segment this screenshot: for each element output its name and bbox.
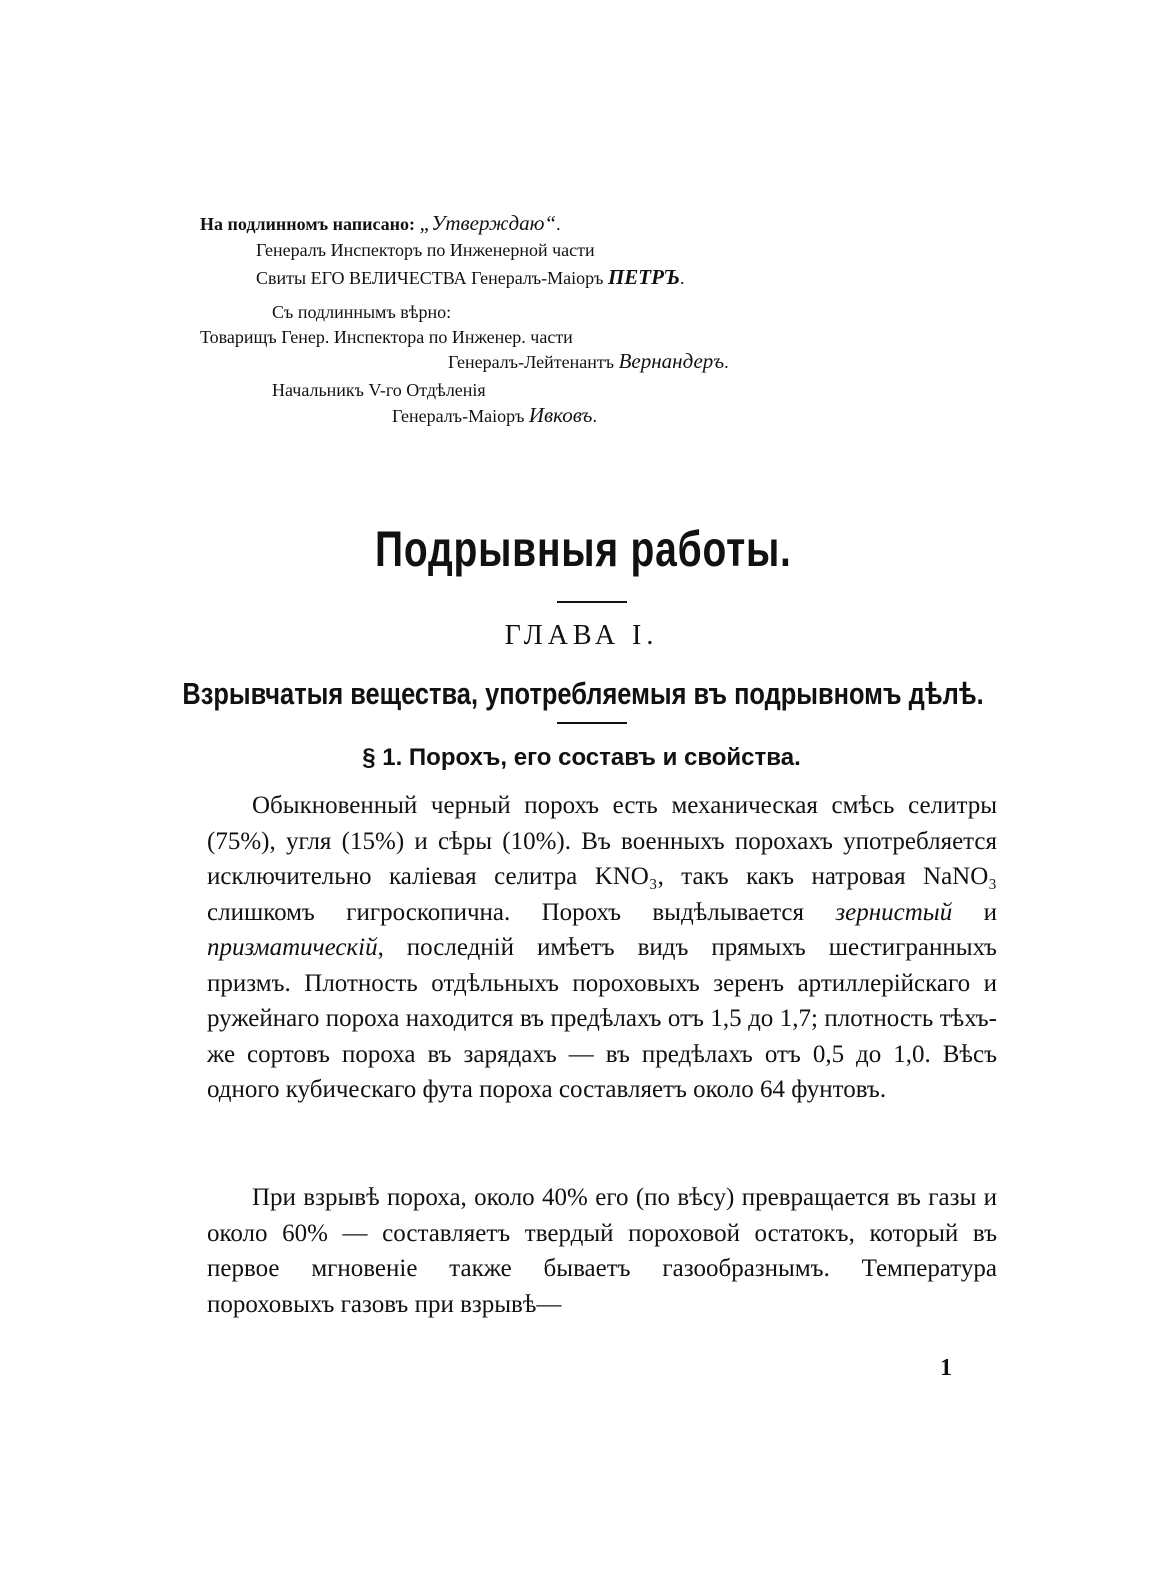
approval-line-7: Начальникъ V-го Отдѣленія xyxy=(272,380,486,400)
signature-vernander: Вернандеръ xyxy=(618,349,725,373)
approval-line-5: Товарищъ Генер. Инспектора по Инженер. части xyxy=(200,327,573,347)
approval-line-1: На подлинномъ написано: „Утверждаю“. xyxy=(200,211,561,235)
chapter-heading: ГЛАВА I. xyxy=(504,620,659,651)
title-divider xyxy=(557,601,627,603)
page-number: 1 xyxy=(940,1355,952,1381)
signature-petr: ПЕТРЪ xyxy=(607,265,680,289)
document-title: Подрывныя работы. xyxy=(375,521,792,577)
approval-line-2: Генералъ Инспекторъ по Инженерной части xyxy=(256,240,595,260)
section-heading: § 1. Порохъ, его составъ и свойства. xyxy=(362,744,801,771)
paragraph-1: Обыкновенный черный порохъ есть механическая смѣсь селитры (75%), угля (15%) и сѣры (10%). Въ военныхъ порохахъ употребляется исключительно каліевая селитра KNO₃, такъ какъ натровая NaNO₃ слишкомъ гигроскопична. Порохъ выдѣлывается зернистый и призматическій, последній имѣетъ видъ прямыхъ шестигранныхъ призмъ. Плотность отдѣльныхъ пороховыхъ зеренъ артиллерійскаго и ружейнаго пороха находится въ предѣлахъ отъ 1,5 до 1,7; плотность тѣхъ-же сортовъ пороха въ зарядахъ — въ предѣлахъ отъ 0,5 до 1,0. Вѣсъ одного кубическаго фута пороха составляетъ около 64 фунтовъ. xyxy=(207,792,997,1103)
approval-line-8: Генералъ-Маіоръ Ивковъ. xyxy=(392,403,597,427)
term-prismatic: призматическій xyxy=(207,934,378,961)
approval-line-6: Генералъ-Лейтенантъ Вернандеръ. xyxy=(448,349,729,373)
approval-quote: „Утверждаю“ xyxy=(419,211,557,235)
term-grainy: зернистый xyxy=(835,898,953,926)
chapter-divider xyxy=(557,722,627,724)
approval-line-3: Свиты ЕГО ВЕЛИЧЕСТВА Генералъ-Маіоръ ПЕТРЪ. xyxy=(256,265,685,289)
paragraph-2: При взрывѣ пороха, около 40% его (по вѣсу) превращается въ газы и около 60% — составляетъ твердый пороховой остатокъ, который въ первое мгновеніе также бываетъ газообразнымъ. Температура пороховыхъ газовъ при взрывѣ— xyxy=(207,1184,997,1318)
approval-line-4: Съ подлиннымъ вѣрно: xyxy=(272,302,452,322)
chapter-subtitle: Взрывчатыя вещества, употребляемыя въ подрывномъ дѣлѣ. xyxy=(182,676,984,711)
signature-ivkov: Ивковъ xyxy=(528,403,593,427)
